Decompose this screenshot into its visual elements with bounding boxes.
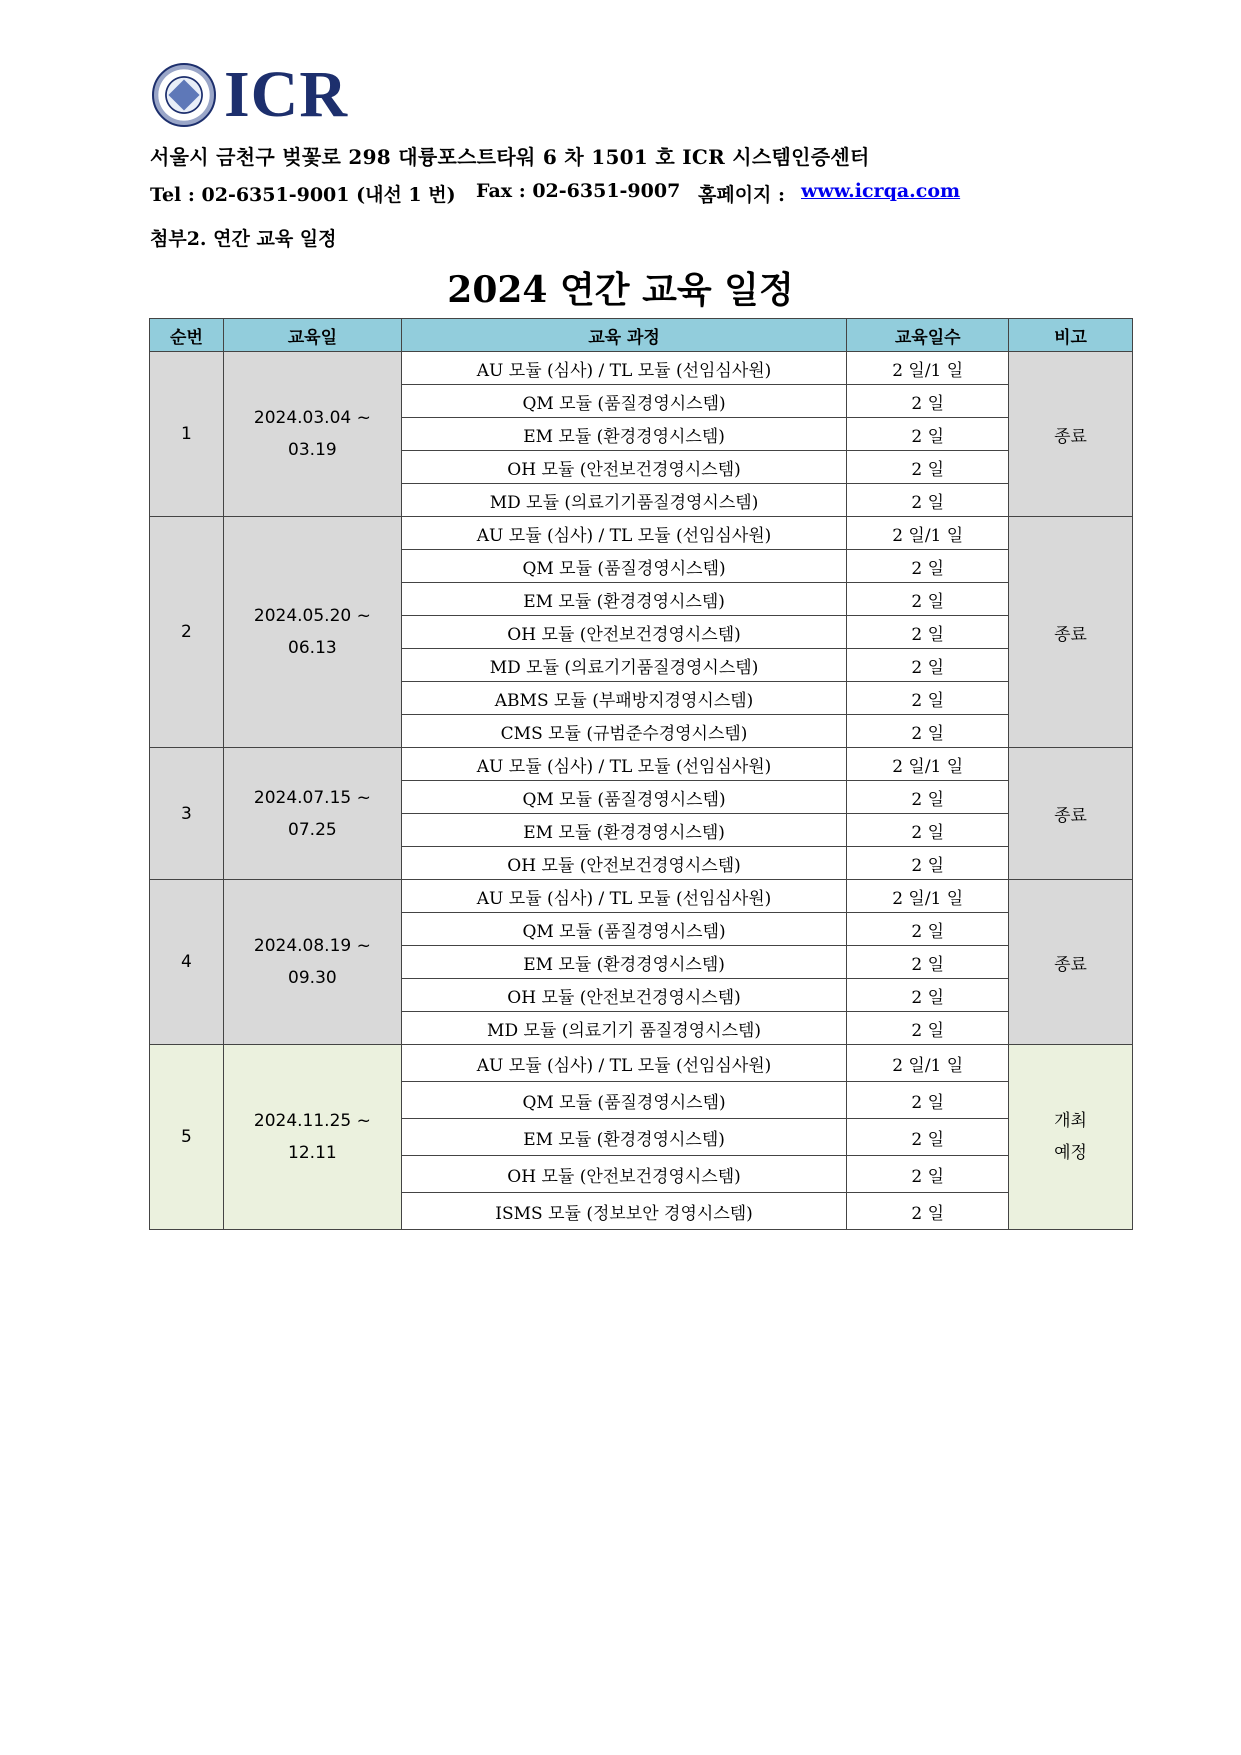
attachment-label: 첨부2. 연간 교육 일정 — [150, 228, 337, 250]
session-date — [223, 1045, 401, 1230]
course-name: AU 모듈 (심사) / TL 모듈 (선임심사원) — [401, 517, 846, 550]
course-name: MD 모듈 (의료기기품질경영시스템) — [401, 649, 846, 682]
course-days: 2 일 — [847, 847, 1009, 880]
course-days: 2 일 — [847, 451, 1009, 484]
course-days: 2 일 — [847, 913, 1009, 946]
course-days: 2 일/1 일 — [847, 748, 1009, 781]
session-note: 종료 — [1009, 352, 1133, 517]
column-header-course: 교육 과정 — [401, 319, 846, 352]
course-days: 2 일 — [847, 1119, 1009, 1156]
session-date — [223, 352, 401, 517]
course-name: ABMS 모듈 (부패방지경영시스템) — [401, 682, 846, 715]
course-days: 2 일 — [847, 583, 1009, 616]
date-start: 2024.08.19 ~ — [253, 936, 371, 956]
date-end: 03.19 — [288, 440, 337, 460]
homepage-label: 홈페이지 : — [698, 184, 786, 206]
session-date — [223, 517, 401, 748]
course-name: OH 모듈 (안전보건경영시스템) — [401, 847, 846, 880]
course-days: 2 일 — [847, 1012, 1009, 1045]
course-name: OH 모듈 (안전보건경영시스템) — [401, 616, 846, 649]
company-address: 서울시 금천구 벚꽃로 298 대륭포스트타워 6 차 1501 호 ICR 시스템인증센터 — [150, 145, 870, 169]
course-days: 2 일 — [847, 715, 1009, 748]
table-row — [150, 748, 1133, 781]
homepage-link[interactable]: www.icrqa.com — [801, 180, 961, 202]
course-name: AU 모듈 (심사) / TL 모듈 (선임심사원) — [401, 748, 846, 781]
date-end: 06.13 — [288, 638, 337, 658]
session-number: 2 — [150, 517, 224, 748]
table-row — [150, 517, 1133, 550]
session-date — [223, 748, 401, 880]
fax-number: Fax : 02-6351-9007 — [476, 180, 681, 202]
course-days: 2 일 — [847, 550, 1009, 583]
course-name: QM 모듈 (품질경영시스템) — [401, 385, 846, 418]
course-name: EM 모듈 (환경경영시스템) — [401, 1119, 846, 1156]
course-name: QM 모듈 (품질경영시스템) — [401, 913, 846, 946]
note-line-1: 개최 — [1054, 1111, 1087, 1131]
course-name: OH 모듈 (안전보건경영시스템) — [401, 451, 846, 484]
course-days: 2 일/1 일 — [847, 1045, 1009, 1082]
date-end: 07.25 — [288, 819, 337, 840]
column-header-date: 교육일 — [223, 319, 401, 352]
session-note — [1009, 1045, 1133, 1230]
column-header-no: 순번 — [150, 319, 224, 352]
course-days: 2 일 — [847, 484, 1009, 517]
note-line-2: 예정 — [1054, 1143, 1087, 1163]
course-days: 2 일/1 일 — [847, 352, 1009, 385]
course-name: ISMS 모듈 (정보보안 경영시스템) — [401, 1193, 846, 1230]
session-number: 5 — [150, 1045, 224, 1230]
course-name: AU 모듈 (심사) / TL 모듈 (선임심사원) — [401, 352, 846, 385]
course-days: 2 일/1 일 — [847, 517, 1009, 550]
course-name: EM 모듈 (환경경영시스템) — [401, 583, 846, 616]
course-name: EM 모듈 (환경경영시스템) — [401, 418, 846, 451]
course-days: 2 일 — [847, 418, 1009, 451]
table-header-row — [150, 319, 1133, 352]
course-days: 2 일/1 일 — [847, 880, 1009, 913]
course-name: AU 모듈 (심사) / TL 모듈 (선임심사원) — [401, 1045, 846, 1082]
course-days: 2 일 — [847, 1193, 1009, 1230]
course-name: MD 모듈 (의료기기 품질경영시스템) — [401, 1012, 846, 1045]
session-date — [223, 880, 401, 1045]
course-name: EM 모듈 (환경경영시스템) — [401, 946, 846, 979]
session-note: 종료 — [1009, 880, 1133, 1045]
course-name: EM 모듈 (환경경영시스템) — [401, 814, 846, 847]
logo-text: ICR — [224, 58, 349, 131]
table-row — [150, 880, 1133, 913]
course-days: 2 일 — [847, 1156, 1009, 1193]
date-start: 2024.05.20 ~ — [253, 606, 371, 626]
date-start: 2024.03.04 ~ — [253, 408, 371, 428]
icr-logo — [152, 58, 362, 132]
course-name: OH 모듈 (안전보건경영시스템) — [401, 979, 846, 1012]
date-start: 2024.11.25 ~ — [253, 1111, 371, 1131]
session-number: 4 — [150, 880, 224, 1045]
course-name: OH 모듈 (안전보건경영시스템) — [401, 1156, 846, 1193]
course-name: QM 모듈 (품질경영시스템) — [401, 550, 846, 583]
course-days: 2 일 — [847, 814, 1009, 847]
course-name: QM 모듈 (품질경영시스템) — [401, 1082, 846, 1119]
course-days: 2 일 — [847, 649, 1009, 682]
date-end: 12.11 — [288, 1143, 337, 1163]
session-number: 1 — [150, 352, 224, 517]
course-days: 2 일 — [847, 616, 1009, 649]
course-days: 2 일 — [847, 682, 1009, 715]
column-header-days: 교육일수 — [847, 319, 1009, 352]
page-title: 2024 연간 교육 일정 — [447, 269, 794, 311]
session-note: 종료 — [1009, 517, 1133, 748]
table-row — [150, 1045, 1133, 1082]
session-number: 3 — [150, 748, 224, 880]
table-row — [150, 352, 1133, 385]
date-end: 09.30 — [288, 968, 337, 988]
session-note: 종료 — [1009, 748, 1133, 880]
column-header-note: 비고 — [1009, 319, 1133, 352]
course-days: 2 일 — [847, 781, 1009, 814]
course-days: 2 일 — [847, 1082, 1009, 1119]
course-days: 2 일 — [847, 385, 1009, 418]
course-days: 2 일 — [847, 946, 1009, 979]
course-name: AU 모듈 (심사) / TL 모듈 (선임심사원) — [401, 880, 846, 913]
schedule-table — [149, 318, 1133, 1230]
course-name: QM 모듈 (품질경영시스템) — [401, 781, 846, 814]
tel-number: Tel : 02-6351-9001 (내선 1 번) — [150, 184, 456, 206]
course-name: MD 모듈 (의료기기품질경영시스템) — [401, 484, 846, 517]
icr-emblem-icon — [152, 63, 216, 127]
course-name: CMS 모듈 (규범준수경영시스템) — [401, 715, 846, 748]
date-start: 2024.07.15 ~ — [253, 787, 371, 808]
course-days: 2 일 — [847, 979, 1009, 1012]
